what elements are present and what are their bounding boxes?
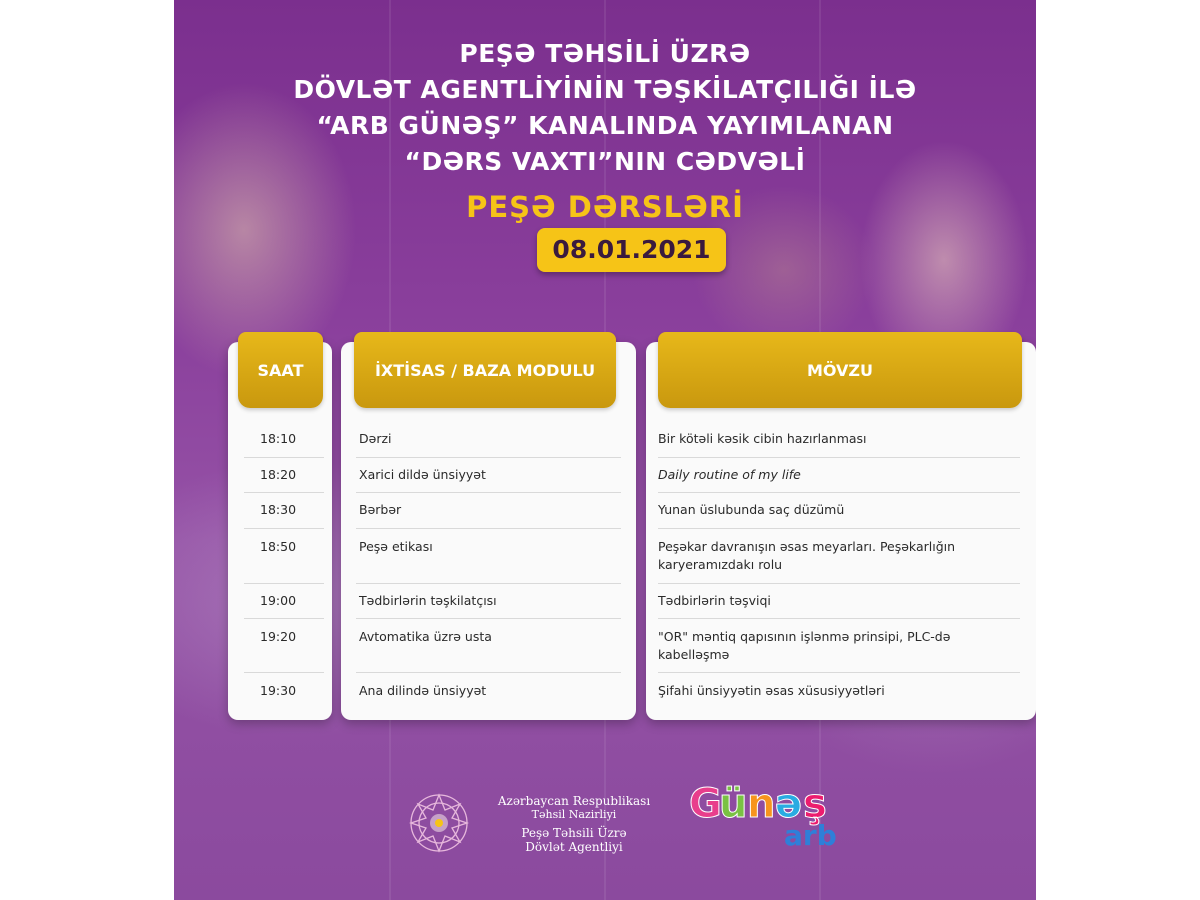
title-line: “DƏRS VAXTI”NIN CƏDVƏLİ — [404, 147, 806, 176]
specialty-cell: Ana dilində ünsiyyət — [359, 683, 487, 698]
specialty-cell: Avtomatika üzrə usta — [359, 629, 492, 644]
row-divider — [356, 457, 621, 458]
specialty-cell: Bərbər — [359, 502, 402, 517]
time-cell: 18:30 — [260, 502, 297, 517]
logo-letter: ş — [803, 781, 827, 827]
logo-letter: n — [747, 781, 776, 827]
row-divider — [658, 528, 1020, 529]
topic-cell: Tədbirlərin təşviqi — [658, 593, 771, 608]
row-divider — [658, 583, 1020, 584]
specialty-cell: Peşə etikası — [359, 539, 433, 554]
row-divider — [658, 492, 1020, 493]
row-divider — [658, 618, 1020, 619]
row-divider — [244, 528, 324, 529]
ministry-line: Peşə Təhsili Üzrə — [521, 826, 627, 840]
ministry-line: Dövlət Agentliyi — [525, 840, 623, 854]
gunes-arb-logo — [689, 775, 849, 855]
subtitle: PEŞƏ DƏRSLƏRİ — [466, 190, 744, 224]
logo-letter: ə — [775, 781, 803, 827]
column-header-specialty: İXTİSAS / BAZA MODULU — [354, 332, 616, 408]
ministry-line: Azərbaycan Respublikası — [497, 794, 651, 808]
row-divider — [356, 492, 621, 493]
ministry-emblem-icon — [406, 790, 472, 856]
arb-text: arb — [784, 819, 837, 852]
row-divider — [356, 528, 621, 529]
time-cell: 19:20 — [260, 629, 297, 644]
ministry-line: Təhsil Nazirliyi — [531, 808, 617, 821]
specialty-cell: Tədbirlərin təşkilatçısı — [359, 593, 497, 608]
row-divider — [356, 672, 621, 673]
poster — [174, 0, 1036, 900]
row-divider — [244, 672, 324, 673]
column-header-time: SAAT — [238, 332, 323, 408]
topic-cell: Yunan üslubunda saç düzümü — [658, 502, 845, 517]
topic-cell: Peşəkar davranışın əsas meyarları. Peşəkarlığın karyeramızdakı rolu — [658, 539, 956, 572]
ministry-text — [479, 794, 669, 854]
time-cell: 18:10 — [260, 431, 297, 446]
logo-letter: ü — [719, 781, 748, 827]
row-divider — [356, 583, 621, 584]
row-divider — [244, 492, 324, 493]
specialty-cell: Xarici dildə ünsiyyət — [359, 467, 486, 482]
date-badge: 08.01.2021 — [537, 228, 726, 272]
row-divider — [244, 618, 324, 619]
row-divider — [356, 618, 621, 619]
specialty-cell: Dərzi — [359, 431, 392, 446]
time-cell: 19:30 — [260, 683, 297, 698]
row-divider — [244, 457, 324, 458]
time-cell: 18:20 — [260, 467, 297, 482]
time-cell: 18:50 — [260, 539, 297, 554]
title-line: PEŞƏ TƏHSİLİ ÜZRƏ — [459, 39, 751, 68]
topic-cell: Bir kötəli kəsik cibin hazırlanması — [658, 431, 867, 446]
time-cell: 19:00 — [260, 593, 297, 608]
column-header-topic: MÖVZU — [658, 332, 1022, 408]
page-title — [174, 36, 1036, 180]
logo-letter: G — [689, 781, 722, 827]
row-divider — [658, 672, 1020, 673]
topic-cell: Şifahi ünsiyyətin əsas xüsusiyyətləri — [658, 683, 885, 698]
title-line: DÖVLƏT AGENTLİYİNİN TƏŞKİLATÇILIĞI İLƏ — [293, 75, 917, 104]
topic-cell: Daily routine of my life — [658, 467, 801, 482]
topic-cell: "OR" məntiq qapısının işlənmə prinsipi, PLC-də kabelləşmə — [658, 629, 951, 662]
row-divider — [244, 583, 324, 584]
title-line: “ARB GÜNƏŞ” KANALINDA YAYIMLANAN — [316, 111, 894, 140]
row-divider — [658, 457, 1020, 458]
